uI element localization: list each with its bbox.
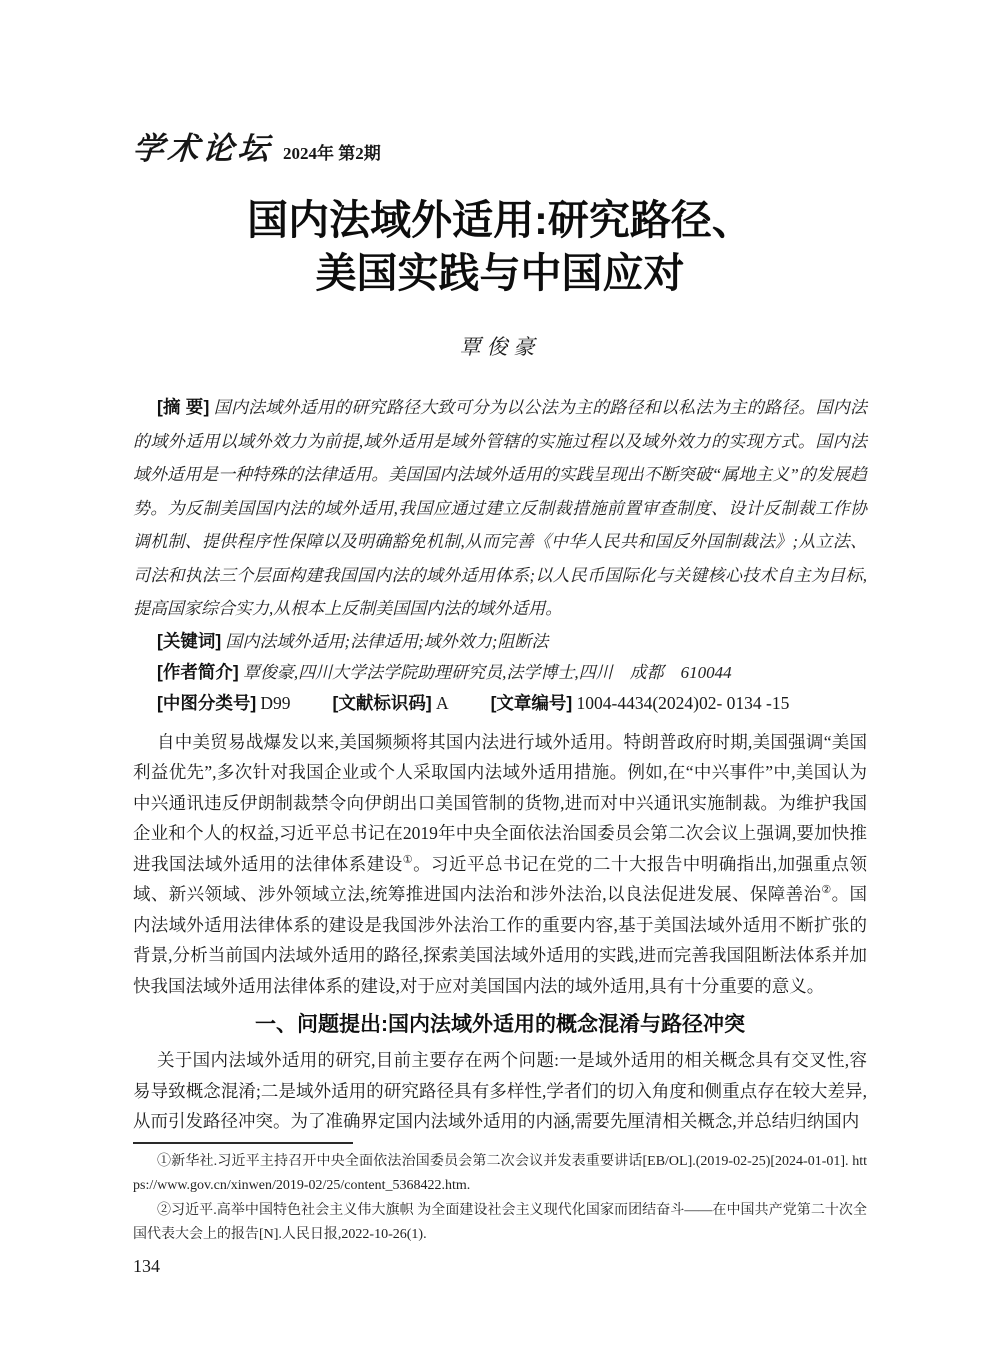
footnotes-area bbox=[133, 1142, 867, 1248]
author-bio-label: [作者简介] bbox=[157, 661, 239, 682]
article-title bbox=[133, 194, 867, 300]
article-title-line2: 美国实践与中国应对 bbox=[315, 250, 685, 296]
paragraph-1 bbox=[133, 727, 867, 1002]
author-name: 覃俊豪 bbox=[459, 335, 541, 359]
keywords-text: 国内法域外适用;法律适用;域外效力;阻断法 bbox=[225, 631, 549, 651]
author-bio-line bbox=[133, 657, 867, 688]
footnote-divider bbox=[133, 1142, 353, 1144]
page-number: 134 bbox=[133, 1255, 160, 1276]
clc-value: D99 bbox=[260, 692, 291, 713]
author-bio-text: 覃俊豪,四川大学法学院助理研究员,法学博士,四川 成都 610044 bbox=[242, 662, 732, 682]
abstract bbox=[133, 391, 867, 626]
keywords-line bbox=[133, 626, 867, 657]
footnote-ref-2: ② bbox=[821, 884, 832, 897]
paragraph-2: 关于国内法域外适用的研究,目前主要存在两个问题:一是域外适用的相关概念具有交叉性,容易导致概念混淆;二是域外适用的研究路径具有多样性,学者们的切入角度和侧重点存在较大差异,从而引发路径冲突。为了准确界定国内法域外适用的内涵,需要先厘清相关概念,并总结归纳国内 bbox=[133, 1050, 867, 1131]
doc-code-value: A bbox=[435, 692, 449, 713]
clc-label: [中图分类号] bbox=[157, 692, 257, 713]
footnote-2: ②习近平.高举中国特色社会主义伟大旗帜 为全面建设社会主义现代化国家而团结奋斗——在中国共产党第二十次全国代表大会上的报告[N].人民日报,2022-10-26(1). bbox=[133, 1202, 867, 1242]
article-id-label: [文章编号] bbox=[490, 692, 573, 713]
section-1-heading: 一、问题提出:国内法域外适用的概念混淆与路径冲突 bbox=[255, 1013, 745, 1036]
abstract-label: [摘 要] bbox=[157, 397, 210, 417]
article-id-value: 1004-4434(2024)02- 0134 -15 bbox=[576, 692, 790, 713]
footnote-1: ①新华社.习近平主持召开中央全面依法治国委员会第二次会议并发表重要讲话[EB/OL].(2019-02-25)[2024-01-01]. https://www.gov.cn/xinwen/2019-02/25/content_5368422.htm. bbox=[133, 1153, 867, 1193]
footnote-ref-1: ① bbox=[402, 853, 414, 866]
keywords-label: [关键词] bbox=[157, 630, 222, 651]
classification-line bbox=[133, 688, 867, 719]
journal-logo: 学术论坛 bbox=[131, 131, 275, 167]
journal-masthead bbox=[131, 123, 867, 167]
doc-code-label: [文献标识码] bbox=[332, 692, 432, 713]
abstract-text: 国内法域外适用的研究路径大致可分为以公法为主的路径和以私法为主的路径。国内法的域外适用以域外效力为前提,域外适用是域外管辖的实施过程以及域外效力的实现方式。国内法域外适用是一种特殊的法律适用。美国国内法域外适用的实践呈现出不断突破“属地主义”的发展趋势。为反制美国国内法的域外适用,我国应通过建立反制裁措施前置审查制度、设计反制裁工作协调机制、提供程序性保障以及明确豁免机制,从而完善《中华人民共和国反外国制裁法》;从立法、司法和执法三个层面构建我国国内法的域外适用体系;以人民币国际化与关键核心技术自主为目标,提高国家综合实力,从根本上反制美国国内法的域外适用。 bbox=[133, 398, 868, 618]
paragraph-1-text-2: 。习近平总书记在党的二十大报告中明确指出,加强重点领域、新兴领域、涉外领域立法,统筹推进国内法治和涉外法治,以良法促进发展、保障善治 bbox=[133, 853, 867, 904]
paragraph-1-text: 自中美贸易战爆发以来,美国频频将其国内法进行域外适用。特朗普政府时期,美国强调“美国利益优先”,多次针对我国企业或个人采取国内法域外适用措施。例如,在“中兴事件”中,美国认为中兴通讯违反伊朗制裁禁令向伊朗出口美国管制的货物,进而对中兴通讯实施制裁。为维护我国企业和个人的权益,习近平总书记在2019年中央全面依法治国委员会第二次会议上强调,要加快推进我国法域外适用的法律体系建设 bbox=[133, 731, 867, 874]
journal-issue: 2024年 第2期 bbox=[283, 144, 381, 163]
page-content bbox=[133, 0, 867, 1277]
paragraph-1-text-3: 。国内法域外适用法律体系的建设是我国涉外法治工作的重要内容,基于美国法域外适用不断扩张的背景,分析当前国内法域外适用的路径,探索美国法域外适用的实践,进而完善我国阻断法体系并加快我国法域外适用法律体系的建设,对于应对美国国内法的域外适用,具有十分重要的意义。 bbox=[133, 884, 867, 996]
article-title-line1: 国内法域外适用:研究路径、 bbox=[247, 197, 753, 243]
front-matter bbox=[133, 391, 867, 719]
